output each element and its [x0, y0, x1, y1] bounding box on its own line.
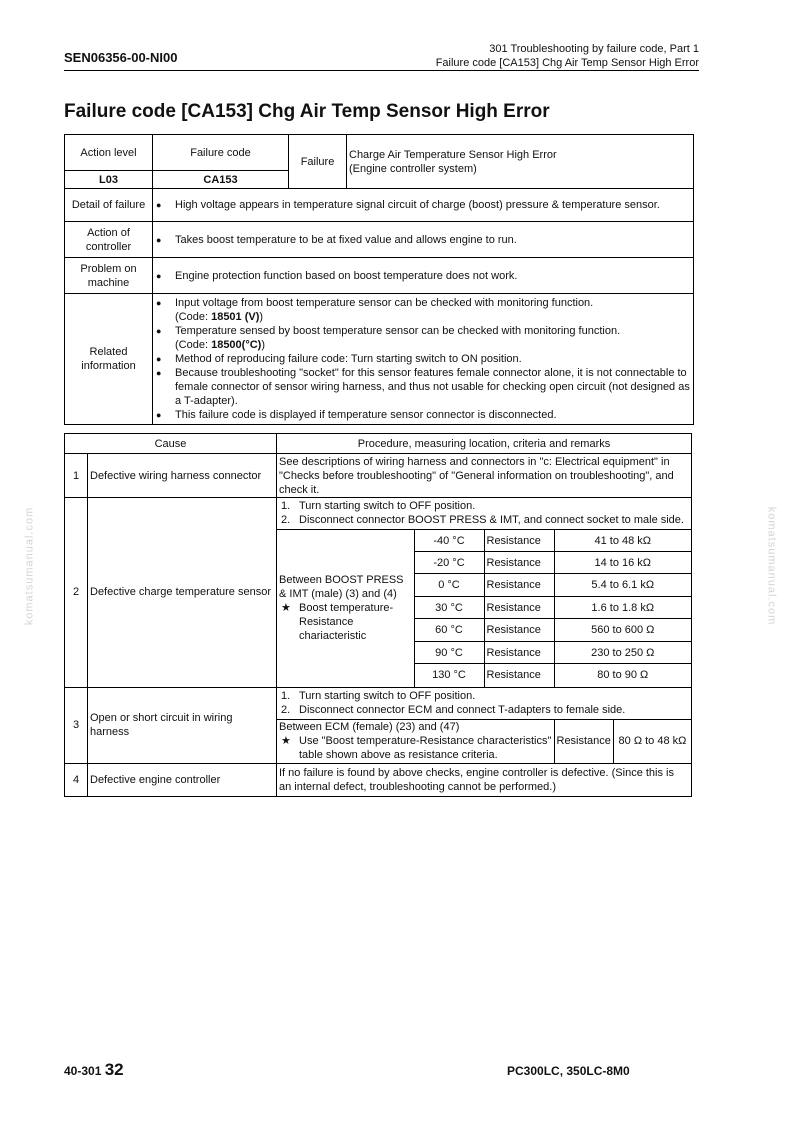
cause-header: Cause [65, 434, 277, 454]
resistance-value: 230 to 250 Ω [554, 642, 691, 664]
procedure-steps [277, 498, 691, 529]
running-header [436, 42, 699, 70]
cause-table [64, 433, 692, 797]
section-title: 301 Troubleshooting by failure code, Part 1 [489, 43, 699, 55]
resistance-value: 80 to 90 Ω [554, 664, 691, 687]
cause-text: Open or short circuit in wiring harness [88, 687, 277, 764]
detail-of-failure: ● High voltage appears in temperature signal circuit of charge (boost) pressure & temperature sensor. [153, 189, 694, 222]
temperature: 130 °C [414, 664, 484, 687]
action-of-controller: ● Takes boost temperature to be at fixed value and allows engine to run. [153, 222, 694, 258]
resistance-label: Resistance [554, 719, 613, 763]
problem-on-machine: ● Engine protection function based on boost temperature does not work. [153, 258, 694, 294]
related-label: Related information [65, 294, 153, 425]
page-number: 40-301 32 [64, 1060, 124, 1079]
temperature: -40 °C [414, 530, 484, 552]
cause-number: 3 [65, 687, 88, 764]
procedure-cell [277, 498, 692, 688]
failure-code-header: Failure code [153, 135, 289, 171]
measurement-condition: Between ECM (female) (23) and (47) ★ Use "Boost temperature-Resistance characteristics" table shown above as resistance criteria. [277, 719, 554, 763]
related-item: ● Temperature sensed by boost temperature sensor can be checked with monitoring function. (Code: 18500(°C)) [155, 324, 691, 352]
resistance-label: Resistance [484, 574, 554, 597]
failure-code-value: CA153 [153, 171, 289, 189]
failure-info-table [64, 134, 694, 425]
temperature: 0 °C [414, 574, 484, 597]
resistance-value: 80 Ω to 48 kΩ [613, 719, 691, 763]
cause-text: Defective engine controller [88, 764, 277, 797]
resistance-value: 41 to 48 kΩ [554, 530, 691, 552]
document-code: SEN06356-00-NI00 [64, 50, 178, 65]
procedure-steps [277, 688, 691, 719]
related-item: ● Input voltage from boost temperature sensor can be checked with monitoring function. (Code: 18501 (V)) [155, 296, 691, 324]
resistance-label: Resistance [484, 619, 554, 642]
resistance-value: 14 to 16 kΩ [554, 552, 691, 574]
model-name: PC300LC, 350LC-8M0 [507, 1064, 630, 1078]
resistance-table [277, 529, 691, 687]
resistance-label: Resistance [484, 664, 554, 687]
procedure-text: See descriptions of wiring harness and connectors in "c: Electrical equipment" in "Checks before troubleshooting" of "General information on troubleshooting", and check it. [277, 454, 692, 498]
temperature: -20 °C [414, 552, 484, 574]
procedure-header: Procedure, measuring location, criteria and remarks [277, 434, 692, 454]
temperature: 60 °C [414, 619, 484, 642]
related-item: ● Method of reproducing failure code: Turn starting switch to ON position. [155, 352, 691, 366]
procedure-cell [277, 687, 692, 764]
procedure-text: If no failure is found by above checks, engine controller is defective. (Since this is an internal defect, troubleshooting cannot be performed.) [277, 764, 692, 797]
temperature: 30 °C [414, 597, 484, 619]
cause-number: 2 [65, 498, 88, 688]
cause-number: 4 [65, 764, 88, 797]
temperature: 90 °C [414, 642, 484, 664]
detail-label: Detail of failure [65, 189, 153, 222]
watermark-right: komatsumanual.com [765, 506, 778, 626]
resistance-label: Resistance [484, 642, 554, 664]
cause-text: Defective wiring harness connector [88, 454, 277, 498]
subsection-title: Failure code [CA153] Chg Air Temp Sensor High Error [435, 57, 699, 69]
watermark-left: komatsumanual.com [23, 506, 36, 626]
step: 1. Turn starting switch to OFF position. [281, 500, 476, 512]
page-title: Failure code [CA153] Chg Air Temp Sensor High Error [64, 101, 550, 122]
related-item: ● Because troubleshooting "socket" for this sensor features female connector alone, it is not connectable to female connector of sensor wiring harness, and thus not usable for checking open circuit (not designed as a T-adapter). [155, 366, 691, 408]
resistance-label: Resistance [484, 530, 554, 552]
cause-number: 1 [65, 454, 88, 498]
related-item: ● This failure code is displayed if temperature sensor connector is disconnected. [155, 408, 691, 422]
ecm-resistance-table [277, 719, 691, 764]
step: 2. Disconnect connector BOOST PRESS & IMT, and connect socket to male side. [281, 514, 684, 526]
failure-header: Failure [289, 135, 347, 189]
related-information [153, 294, 694, 425]
step: 1. Turn starting switch to OFF position. [281, 689, 476, 702]
failure-description: Charge Air Temperature Sensor High Error (Engine controller system) [347, 135, 694, 189]
header-rule [64, 70, 699, 71]
action-label: Action of controller [65, 222, 153, 258]
action-level-value: L03 [65, 171, 153, 189]
resistance-value: 5.4 to 6.1 kΩ [554, 574, 691, 597]
resistance-value: 560 to 600 Ω [554, 619, 691, 642]
resistance-label: Resistance [484, 597, 554, 619]
measurement-condition: Between BOOST PRESS & IMT (male) (3) and (4) ★ Boost temperature-Resistance chariacteristic [277, 530, 414, 687]
problem-label: Problem on machine [65, 258, 153, 294]
resistance-value: 1.6 to 1.8 kΩ [554, 597, 691, 619]
cause-text: Defective charge temperature sensor [88, 498, 277, 688]
resistance-label: Resistance [484, 552, 554, 574]
step: 2. Disconnect connector ECM and connect T-adapters to female side. [281, 703, 626, 716]
action-level-header: Action level [65, 135, 153, 171]
